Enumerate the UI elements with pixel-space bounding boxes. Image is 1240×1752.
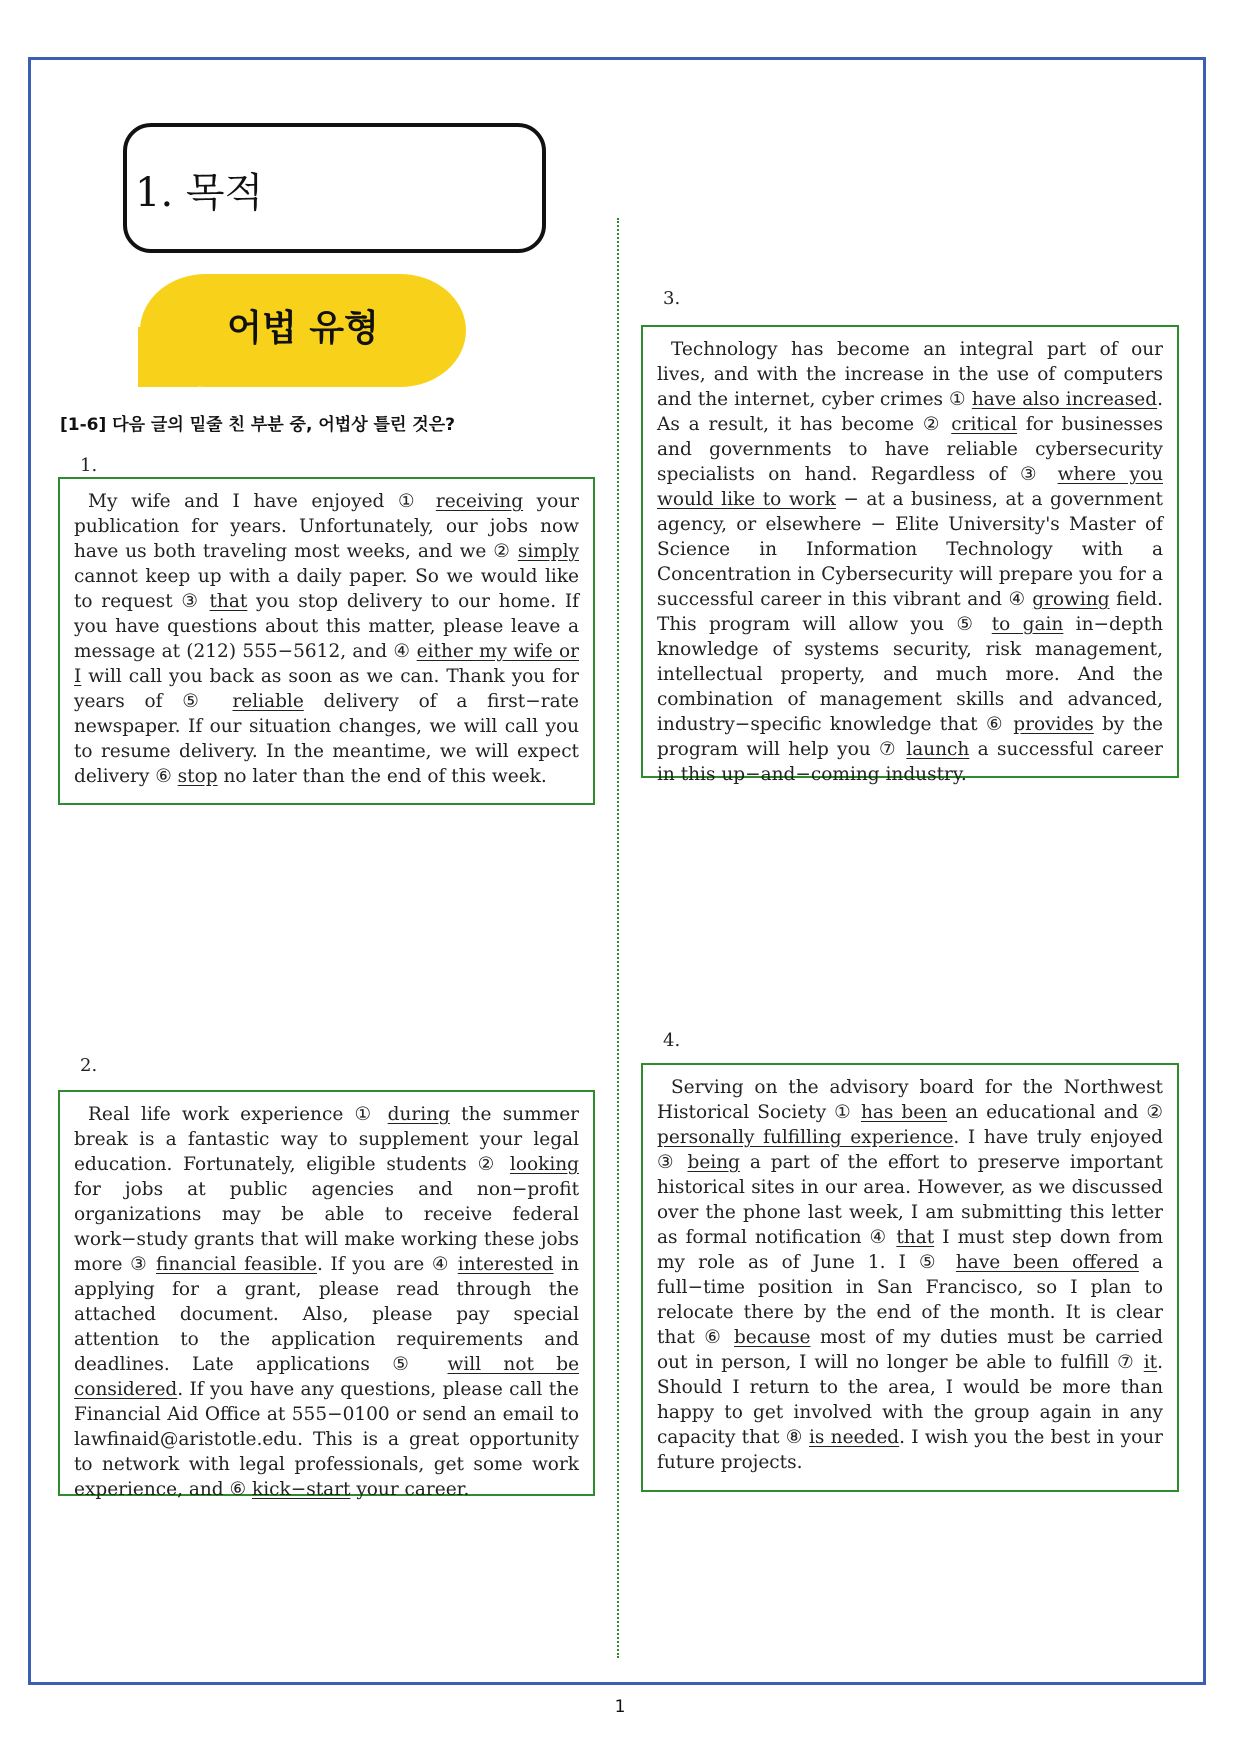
underlined-phrase: launch [906, 739, 970, 760]
passage-text: . I have truly enjoyed ③ [657, 1127, 1163, 1173]
passage-text: a successful career in this up−and−coming industry. [657, 739, 1163, 785]
chapter-title: 1. 목적 [135, 170, 264, 216]
passage-text: a full−time position in San Francisco, so I plan to relocate there by the end of the month. It is clear that ⑥ [657, 1252, 1163, 1348]
underlined-phrase: have also increased [971, 389, 1158, 410]
passage-text: . If you have any questions, please call the Financial Aid Office at 555−0100 or send an email to lawfinaid@aristotle.edu. This is a great opportunity to network with legal professionals, get some work experience, and ⑥ [74, 1379, 579, 1500]
passage-text: your career. [350, 1479, 470, 1500]
question-passage-box [58, 477, 595, 805]
underlined-phrase: stop [177, 766, 218, 787]
question-passage [74, 1102, 579, 1502]
passage-text: . As a result, it has become ② [657, 389, 1163, 435]
passage-text: for jobs at public agencies and non−profit organizations may be able to receive federal work−study grants that will make working these jobs more ③ [74, 1179, 579, 1275]
passage-text: by the program will help you ⑦ [657, 714, 1163, 760]
passage-text: I must step down from my role as of June 1. I ⑤ [657, 1227, 1163, 1273]
underlined-phrase: to gain [991, 614, 1064, 635]
passage-text: My wife and I have enjoyed ① [88, 491, 436, 512]
passage-text: will call you back as soon as we can. Thank you for years of ⑤ [74, 666, 579, 712]
underlined-phrase: has been [860, 1102, 948, 1123]
passage-text: you stop delivery to our home. If you have questions about this matter, please leave a message at (212) 555−5612, and ④ [74, 591, 579, 662]
passage-text: delivery of a first−rate newspaper. If our situation changes, we will call you to resume delivery. In the meantime, we will expect delivery ⑥ [74, 691, 579, 787]
question-number: 3. [663, 288, 681, 309]
underlined-phrase: during [387, 1104, 450, 1125]
passage-text: cannot keep up with a daily paper. So we would like to request ③ [74, 566, 579, 612]
question-passage-box [641, 325, 1179, 785]
underlined-phrase: that [896, 1227, 935, 1248]
underlined-phrase: interested [457, 1254, 554, 1275]
question-number: 4. [663, 1030, 681, 1051]
instruction-text: [1-6] 다음 글의 밑줄 친 부분 중, 어법상 틀린 것은? [60, 415, 456, 435]
underlined-phrase: kick−start [252, 1479, 351, 1500]
underlined-phrase: simply [517, 541, 579, 562]
passage-text: . If you are ④ [317, 1254, 458, 1275]
underlined-phrase: provides [1013, 714, 1094, 735]
passage-text: field. This program will allow you ⑤ [657, 589, 1164, 635]
passage-text: an educational and ② [947, 1102, 1163, 1123]
passage-text: in−depth knowledge of systems security, risk management, intellectual property, and much more. And the combination of management skills and advanced, industry−specific knowledge that ⑥ [657, 614, 1163, 735]
underlined-phrase: reliable [232, 691, 304, 712]
passage-text: in applying for a grant, please read through the attached document. Also, please pay special attention to the application requirements and deadlines. Late applications ⑤ [74, 1254, 579, 1375]
passage-text: . Should I return to the area, I would be more than happy to get involved with the group again in any capacity that ⑧ [657, 1352, 1163, 1448]
type-label-badge [140, 274, 466, 387]
passage-text: a part of the effort to preserve important historical sites in our area. However, as we discussed over the phone last week, I am submitting this letter as formal notification ④ [657, 1152, 1163, 1248]
question-passage [74, 489, 579, 789]
question-passage-box [641, 1063, 1179, 1492]
passage-text: Serving on the advisory board for the Northwest Historical Society ① [657, 1077, 1163, 1123]
underlined-phrase: receiving [435, 491, 524, 512]
underlined-phrase: personally fulfilling experience [657, 1127, 954, 1148]
underlined-phrase: either my wife or I [74, 641, 580, 687]
underlined-phrase: is needed [809, 1427, 900, 1448]
underlined-phrase: financial feasible [156, 1254, 318, 1275]
page-number: 1 [614, 1697, 626, 1717]
underlined-phrase: critical [951, 414, 1018, 435]
chapter-title-box [123, 123, 546, 253]
question-passage [657, 1075, 1163, 1475]
passage-text: most of my duties must be carried out in person, I will no longer be able to fulfill ⑦ [657, 1327, 1163, 1373]
underlined-phrase: because [733, 1327, 811, 1348]
passage-text: Real life work experience ① [88, 1104, 388, 1125]
question-passage [657, 337, 1163, 787]
passage-text: − at a business, at a government agency, or elsewhere − Elite University's Master of Science in Information Technology with a Concentration in Cybersecurity will prepare you for a successful career in this vibrant and ④ [657, 489, 1163, 610]
passage-text: your publication for years. Unfortunately, our jobs now have us both traveling most weeks, and we ② [74, 491, 579, 562]
passage-text: the summer break is a fantastic way to supplement your legal education. Fortunately, eligible students ② [74, 1104, 579, 1175]
underlined-phrase: looking [509, 1154, 579, 1175]
underlined-phrase: growing [1032, 589, 1110, 610]
passage-text: no later than the end of this week. [217, 766, 547, 787]
underlined-phrase: that [209, 591, 248, 612]
underlined-phrase: it [1143, 1352, 1158, 1373]
passage-text: . I wish you the best in your future projects. [657, 1427, 1163, 1473]
underlined-phrase: being [687, 1152, 740, 1173]
passage-text: for businesses and governments to have reliable cybersecurity specialists on hand. Regardless of ③ [657, 414, 1163, 485]
type-label: 어법 유형 [227, 308, 379, 349]
passage-text: Technology has become an integral part of our lives, and with the increase in the use of computers and the internet, cyber crimes ① [657, 339, 1163, 410]
underlined-phrase: have been offered [955, 1252, 1139, 1273]
underlined-phrase: where you would like to work [657, 464, 1163, 510]
underlined-phrase: will not be considered [74, 1354, 580, 1400]
question-passage-box [58, 1090, 595, 1500]
column-divider [617, 218, 619, 1658]
question-number: 2. [80, 1055, 98, 1076]
question-number: 1. [80, 455, 98, 476]
